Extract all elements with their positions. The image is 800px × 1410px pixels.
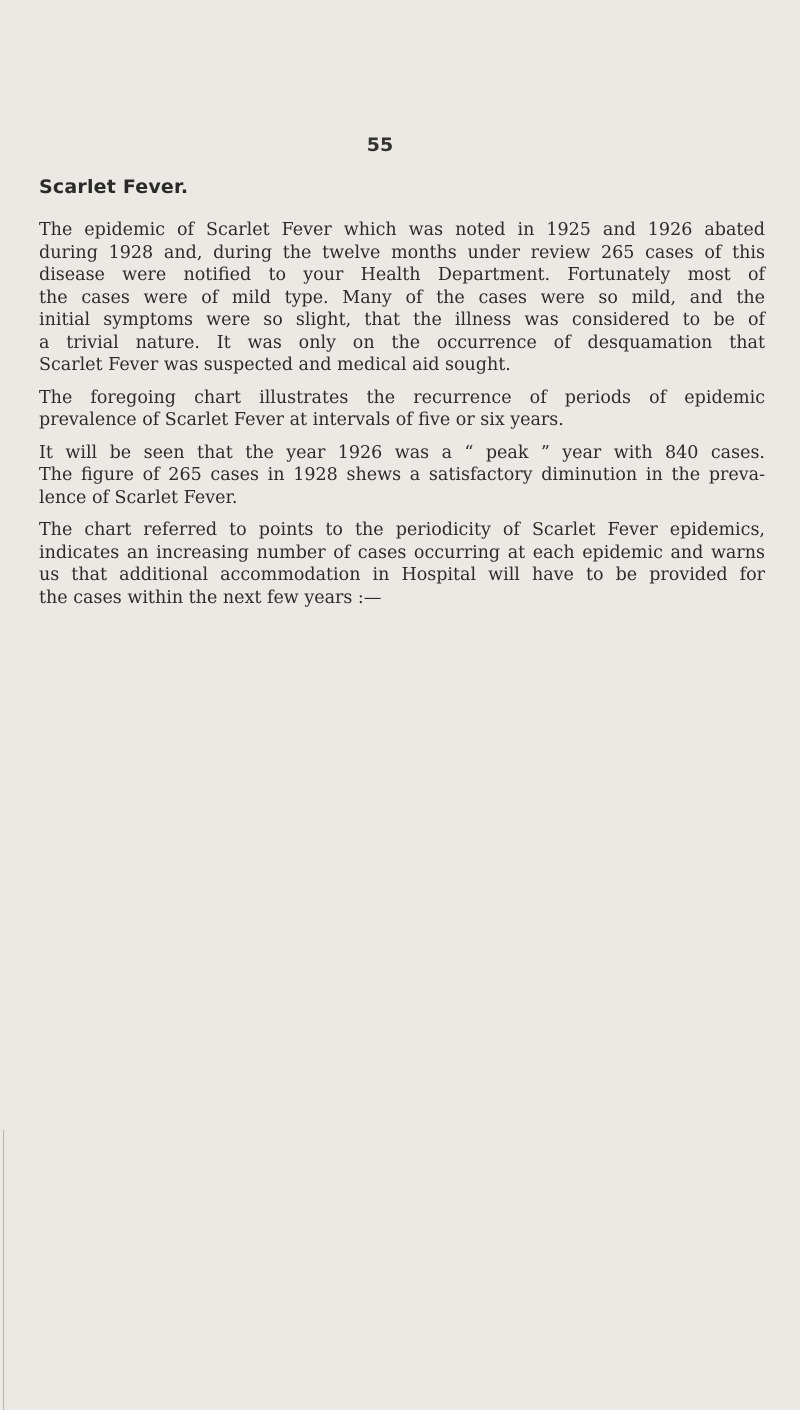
paragraph-4: [39, 519, 765, 609]
body-text: [39, 219, 765, 619]
binding-edge-line: [3, 1130, 4, 1410]
paragraph-2: [39, 387, 765, 432]
text-line: during 1928 and, during the twelve months under review 265 cases of this: [39, 242, 765, 263]
text-line: The epidemic of Scarlet Fever which was noted in 1925 and 1926 abated: [39, 220, 765, 240]
paragraph-3: [39, 442, 765, 510]
text-line: us that additional accommodation in Hospital will have to be provided for: [39, 565, 765, 585]
text-line: It will be seen that the year 1926 was a “ peak ” year with 840 cases.: [39, 442, 765, 463]
text-line: lence of Scarlet Fever.: [39, 487, 238, 508]
text-line: Scarlet Fever was suspected and medical aid sought.: [39, 355, 511, 375]
text-line: a trivial nature. It was only on the occurrence of desquamation that: [39, 332, 765, 353]
text-line: The foregoing chart illustrates the recurrence of periods of epidemic: [39, 387, 765, 408]
section-heading: Scarlet Fever.: [39, 176, 189, 198]
text-line: indicates an increasing number of cases occurring at each epidemic and warns: [39, 542, 765, 563]
text-line: prevalence of Scarlet Fever at intervals of five or six years.: [39, 410, 564, 430]
text-line: The figure of 265 cases in 1928 shews a satisfactory diminution in the preva-: [39, 465, 765, 485]
text-line: The chart referred to points to the periodicity of Scarlet Fever epidemics,: [39, 520, 765, 540]
text-line: initial symptoms were so slight, that the illness was considered to be of: [39, 310, 765, 330]
paragraph-1: [39, 219, 765, 377]
text-line: the cases were of mild type. Many of the cases were so mild, and the: [39, 287, 765, 308]
page-number: 55: [366, 134, 394, 156]
text-line: the cases within the next few years :—: [39, 587, 382, 608]
text-line: disease were notified to your Health Department. Fortunately most of: [39, 265, 765, 285]
